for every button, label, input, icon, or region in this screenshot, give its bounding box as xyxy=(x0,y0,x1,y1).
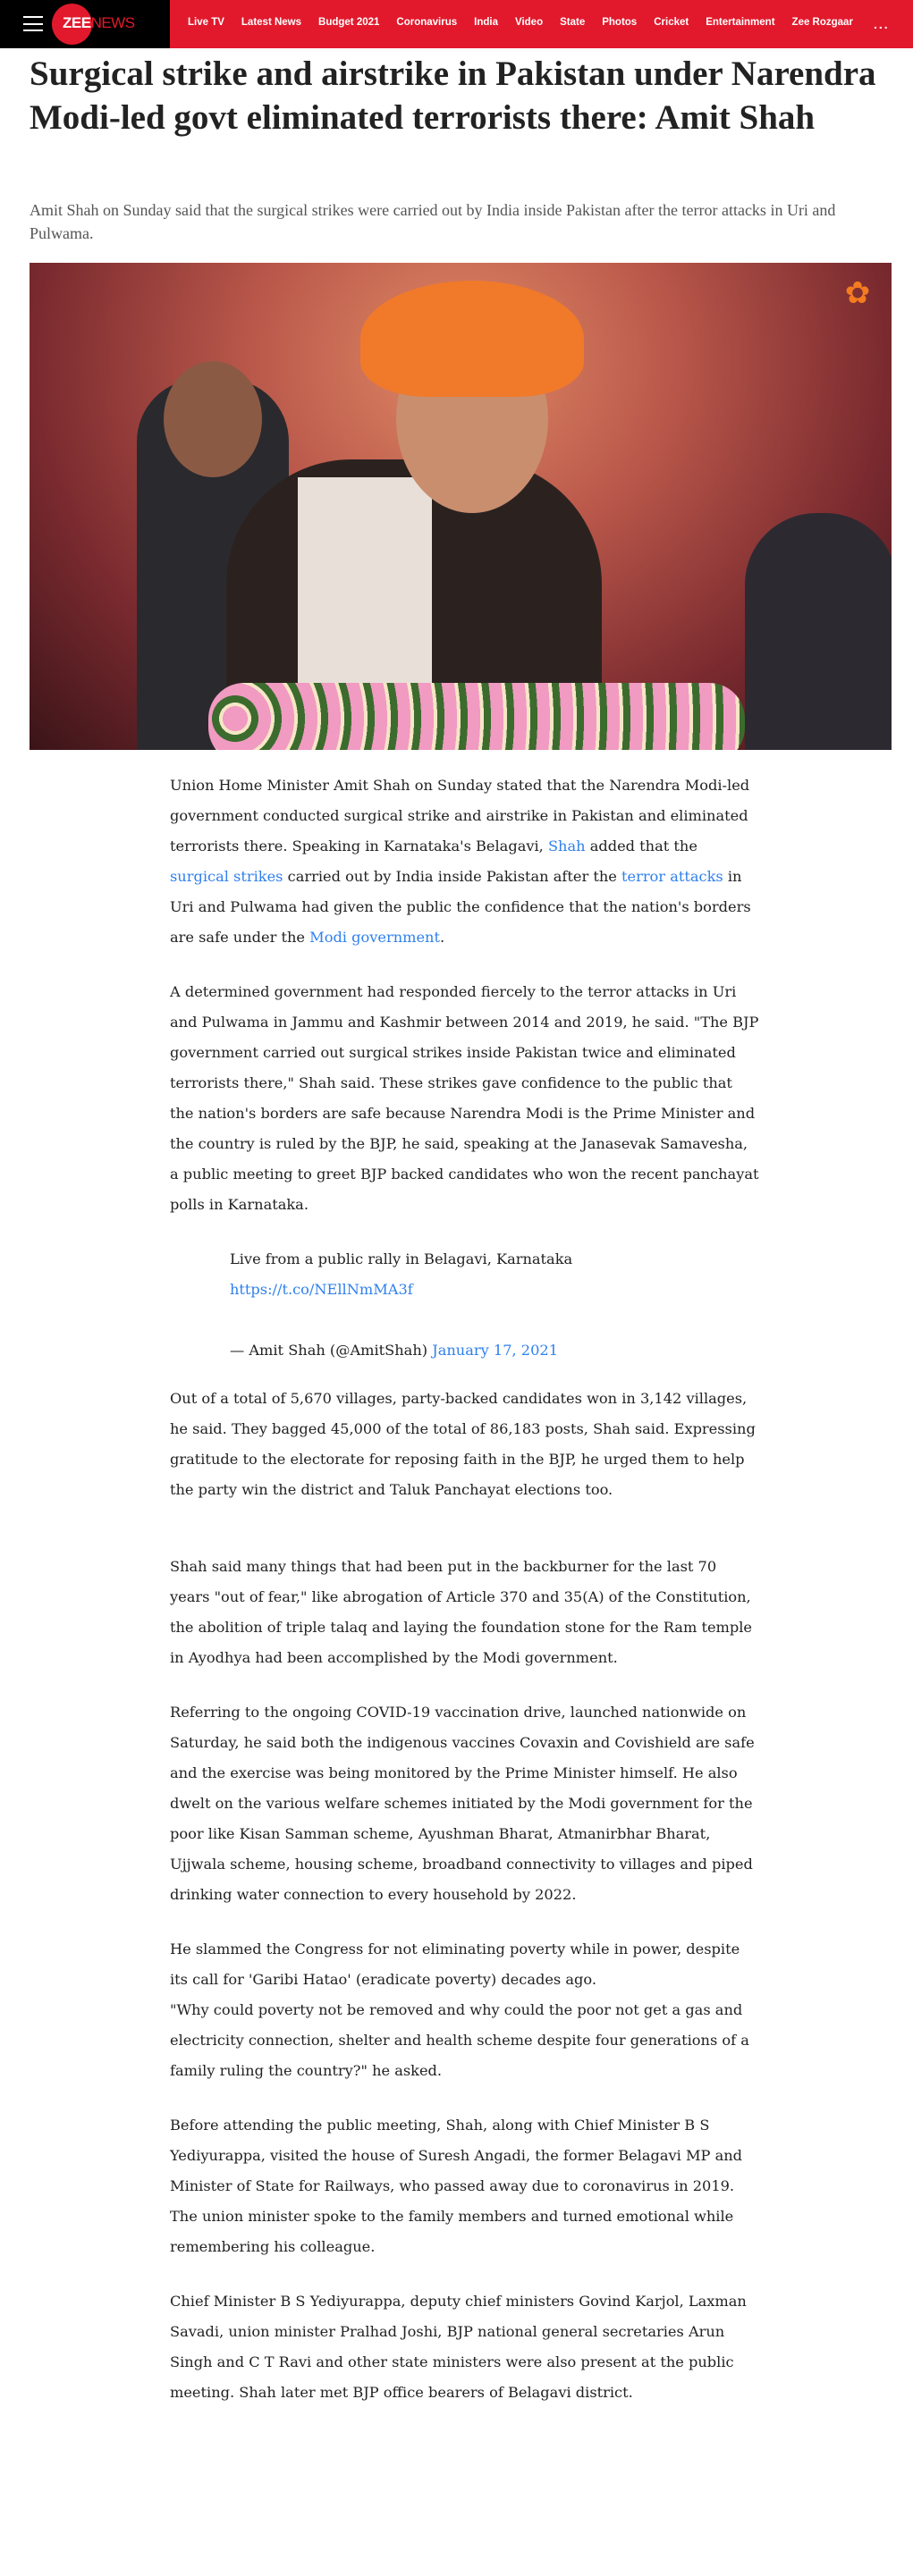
text: "Why could poverty not be removed and why could the poor not get a gas and electricity connection, shelter and health scheme despite four generations of a family ruling the country?" he asked. xyxy=(170,2001,749,2079)
text: in Uri and Pulwama had given the public the confidence that the nation's borders are safe under the xyxy=(170,868,751,946)
paragraph-1 xyxy=(170,770,760,953)
nav-menu xyxy=(188,17,890,31)
logo-news: NEWS xyxy=(90,14,135,31)
speaker-turban xyxy=(360,281,584,397)
nav-india[interactable]: India xyxy=(474,17,498,28)
zee-news-logo[interactable] xyxy=(63,14,135,32)
paragraph-2: A determined government had responded fiercely to the terror attacks in Uri and Pulwama in Jammu and Kashmir between 2014 and 2019, he said. "The BJP government carried out surgical strikes inside Pakistan twice and eliminated terrorists there," Shah said. These strikes gave confidence to the public that the nation's borders are safe because Narendra Modi is the Prime Minister and the country is ruled by the BJP, he said, speaking at the Janasevak Samavesha, a public meeting to greet BJP backed candidates who won the recent panchayat polls in Karnataka. xyxy=(170,983,759,1213)
tweet-link[interactable]: https://t.co/NEllNmMA3f xyxy=(230,1281,413,1298)
nav-photos[interactable]: Photos xyxy=(602,17,638,28)
paragraph-7: Before attending the public meeting, Shah, along with Chief Minister B S Yediyurappa, visited the house of Suresh Angadi, the former Belagavi MP and Minister of State for Railways, who passed away due to coronavirus in 2019. The union minister spoke to the family members and turned emotional while remembering his colleague. xyxy=(170,2117,743,2255)
hamburger-menu-icon[interactable] xyxy=(23,16,43,31)
nav-state[interactable]: State xyxy=(560,17,586,28)
paragraph-4: Shah said many things that had been put in the backburner for the last 70 years "out of fear," like abrogation of Article 370 and 35(A) of the Constitution, the abolition of triple talaq and laying the foundation stone for the Ram temple in Ayodhya had been accomplished by the Modi government. xyxy=(170,1558,752,1666)
tweet-author: — Amit Shah (@AmitShah) xyxy=(230,1342,428,1359)
text: carried out by India inside Pakistan after the xyxy=(283,868,621,885)
embedded-tweet xyxy=(230,1244,760,1366)
nav-video[interactable]: Video xyxy=(515,17,544,28)
paragraph-6 xyxy=(170,1934,760,2086)
tweet-text: Live from a public rally in Belagavi, Karnataka xyxy=(230,1250,573,1267)
logo-zee: ZEE xyxy=(63,14,91,31)
more-menu-icon[interactable]: ... xyxy=(873,17,890,31)
nav-live-tv[interactable]: Live TV xyxy=(188,17,224,28)
link-surgical-strikes[interactable]: surgical strikes xyxy=(170,868,283,885)
text: Union Home Minister Amit Shah on Sunday stated that the Narendra Modi-led government conducted surgical strike and airstrike in Pakistan and eliminated terrorists there. Speaking in Karnataka's Belagavi, xyxy=(170,777,750,854)
bjp-lotus-logo-icon: ✿ xyxy=(844,275,871,311)
article-title: Surgical strike and airstrike in Pakistan under Narendra Modi-led govt eliminated terrorists there: Amit Shah xyxy=(30,55,876,137)
tweet-date-link[interactable]: January 17, 2021 xyxy=(432,1342,558,1359)
nav-cricket[interactable]: Cricket xyxy=(654,17,689,28)
text: He slammed the Congress for not eliminating poverty while in power, despite its call for 'Garibi Hatao' (eradicate poverty) decades ago. xyxy=(170,1940,740,1988)
link-shah[interactable]: Shah xyxy=(547,838,586,854)
nav-coronavirus[interactable]: Coronavirus xyxy=(396,17,458,28)
flower-garland xyxy=(208,683,745,750)
nav-entertainment[interactable]: Entertainment xyxy=(706,17,775,28)
paragraph-8: Chief Minister B S Yediyurappa, deputy chief ministers Govind Karjol, Laxman Savadi, union minister Pralhad Joshi, BJP national general secretaries Arun Singh and C T Ravi and other state ministers were also present at the public meeting. Shah later met BJP office bearers of Belagavi district. xyxy=(170,2293,747,2401)
hero-image xyxy=(30,263,892,750)
link-modi-government[interactable]: Modi government xyxy=(309,929,440,946)
paragraph-5: Referring to the ongoing COVID-19 vaccination drive, launched nationwide on Saturday, he said both the indigenous vaccines Covaxin and Covishield are safe and the exercise was being monitored by the Prime Minister himself. He also dwelt on the various welfare schemes initiated by the Modi government for the poor like Kisan Samman scheme, Ayushman Bharat, Atmanirbhar Bharat, Ujjwala scheme, housing scheme, broadband connectivity to villages and piped drinking water connection to every household by 2022. xyxy=(170,1704,755,1903)
text: . xyxy=(440,929,445,946)
link-terror-attacks[interactable]: terror attacks xyxy=(621,868,723,885)
article-subtitle: Amit Shah on Sunday said that the surgical strikes were carried out by India inside Pakistan after the terror attacks in Uri and Pulwama. xyxy=(30,201,836,242)
nav-latest-news[interactable]: Latest News xyxy=(241,17,302,28)
person-left-head xyxy=(164,361,262,477)
brand-area xyxy=(0,0,170,48)
text: added that the xyxy=(585,838,697,854)
article-body xyxy=(170,770,760,2432)
nav-budget-2021[interactable]: Budget 2021 xyxy=(318,17,380,28)
top-nav xyxy=(0,0,913,48)
person-right xyxy=(745,513,892,750)
tweet-attribution xyxy=(230,1335,760,1366)
paragraph-3: Out of a total of 5,670 villages, party-backed candidates won in 3,142 villages, he said. They bagged 45,000 of the total of 86,183 posts, Shah said. Expressing gratitude to the electorate for reposing faith in the BJP, he urged them to help the party win the district and Taluk Panchayat elections too. xyxy=(170,1390,756,1498)
nav-zee-rozgaar[interactable]: Zee Rozgaar xyxy=(791,17,853,28)
